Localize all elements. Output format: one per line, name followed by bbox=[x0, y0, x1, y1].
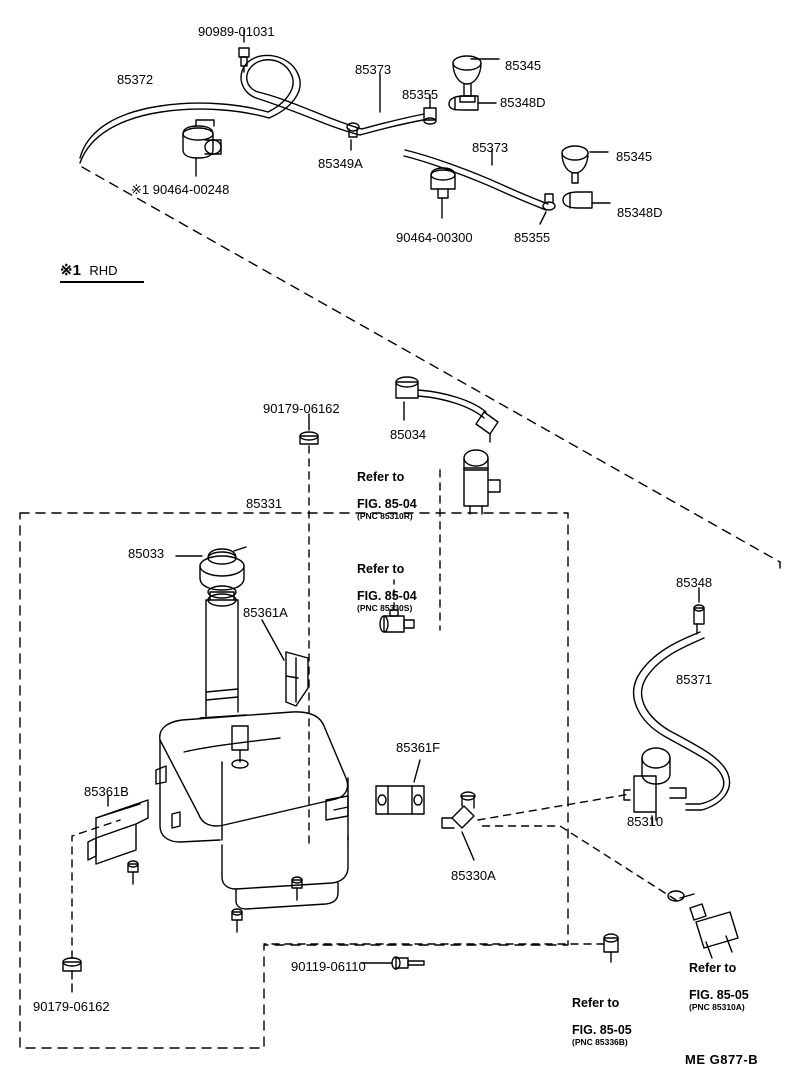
rhd-note bbox=[60, 262, 144, 283]
ref-line2: FIG. 85-04 bbox=[357, 496, 417, 511]
leader-85361F bbox=[414, 760, 420, 782]
label-85361F: 85361F bbox=[396, 740, 441, 755]
pump-85310 bbox=[624, 748, 686, 820]
ref-line2: FIG. 85-04 bbox=[357, 588, 417, 603]
label-85033: 85033 bbox=[128, 546, 165, 561]
label-90179-06162-top: 90179-06162 bbox=[263, 401, 340, 416]
reservoir-cap-85033 bbox=[200, 547, 246, 590]
leader-85361A bbox=[262, 620, 284, 660]
label-85348D-upper: 85348D bbox=[500, 95, 546, 110]
hose-85373-upper bbox=[360, 74, 424, 135]
label-85310: 85310 bbox=[627, 814, 664, 829]
ref-line2: FIG. 85-05 bbox=[572, 1022, 632, 1037]
ref-line1: Refer to bbox=[689, 960, 737, 975]
label-85348: 85348 bbox=[676, 575, 713, 590]
label-85331: 85331 bbox=[246, 496, 283, 511]
connector-85355-lower bbox=[543, 194, 555, 210]
label-85361A: 85361A bbox=[243, 605, 288, 620]
label-90464-00248: ※1 90464-00248 bbox=[131, 182, 230, 197]
label-90179-06162-bottom: 90179-06162 bbox=[33, 999, 110, 1014]
bolt-90119-06110 bbox=[392, 957, 424, 969]
grommet-85348 bbox=[694, 605, 704, 634]
screw-tank-lower-mid bbox=[232, 909, 242, 932]
leader-85355-lower bbox=[540, 212, 546, 224]
label-85361B: 85361B bbox=[84, 784, 129, 799]
label-85371: 85371 bbox=[676, 672, 713, 687]
label-90464-00300: 90464-00300 bbox=[396, 230, 473, 245]
grommet-90464-00248 bbox=[183, 120, 221, 158]
connector-85355-upper bbox=[424, 102, 436, 124]
label-85355-upper: 85355 bbox=[402, 87, 439, 102]
screw-tank-lower-left bbox=[128, 861, 138, 884]
ref-line1: Refer to bbox=[357, 561, 405, 576]
motor-85310R bbox=[464, 450, 500, 514]
label-90119-06110: 90119-06110 bbox=[291, 959, 366, 974]
ref-pnc: (PNC 85310A) bbox=[689, 1002, 745, 1012]
joint-85330A bbox=[442, 792, 475, 828]
nozzle-85345-lower bbox=[562, 146, 588, 183]
bracket-85361B bbox=[88, 800, 148, 864]
tank-outlet bbox=[232, 726, 248, 768]
clamp-90989-01031 bbox=[239, 48, 249, 72]
ref-pnc: (PNC 85310R) bbox=[357, 511, 413, 521]
label-85345-upper: 85345 bbox=[505, 58, 542, 73]
dashed-leader-85310A bbox=[478, 826, 676, 900]
grommet-85348D-lower bbox=[563, 192, 592, 208]
grommet-85348D-upper bbox=[449, 96, 478, 110]
clamp-90464-00300 bbox=[431, 168, 455, 198]
bracket-85361A bbox=[286, 652, 308, 706]
ref-line1: Refer to bbox=[357, 469, 405, 484]
rhd-label: RHD bbox=[89, 263, 118, 278]
nozzle-85345-upper bbox=[453, 56, 481, 102]
label-85345-lower: 85345 bbox=[616, 149, 653, 164]
reservoir-tank-85331 bbox=[156, 586, 348, 909]
ref-fig-85-05-85310A bbox=[689, 948, 749, 1026]
dashed-callout-frame bbox=[82, 167, 780, 568]
ref-pnc: (PNC 85336B) bbox=[572, 1037, 628, 1047]
label-85034: 85034 bbox=[390, 427, 427, 442]
label-85349A: 85349A bbox=[318, 156, 363, 171]
ref-fig-85-04-85330S bbox=[357, 549, 417, 627]
nut-90179-06162-top bbox=[300, 432, 318, 444]
hose-85373-lower bbox=[404, 150, 548, 210]
label-85373-lower: 85373 bbox=[472, 140, 509, 155]
ref-pnc: (PNC 85330S) bbox=[357, 603, 413, 613]
ref-line1: Refer to bbox=[572, 995, 620, 1010]
ref-fig-85-04-85310R bbox=[357, 457, 417, 535]
bracket-85361F bbox=[376, 786, 424, 814]
label-85348D-lower: 85348D bbox=[617, 205, 663, 220]
label-85355-lower: 85355 bbox=[514, 230, 551, 245]
label-85330A: 85330A bbox=[451, 868, 496, 883]
grommet-85336B bbox=[604, 934, 618, 962]
label-85373-upper: 85373 bbox=[355, 62, 392, 77]
rhd-marker: ※1 bbox=[60, 262, 81, 279]
figure-code: ME G877-B bbox=[685, 1052, 759, 1067]
ref-line2: FIG. 85-05 bbox=[689, 987, 749, 1002]
dashed-leader-85310-pump bbox=[478, 794, 630, 820]
label-85372: 85372 bbox=[117, 72, 154, 87]
ref-fig-85-05-85336B bbox=[572, 983, 632, 1061]
nut-90179-06162-bottom bbox=[63, 958, 81, 979]
screw-tank-bottom bbox=[292, 877, 302, 900]
hose-85371 bbox=[634, 632, 730, 810]
leader-85330A bbox=[462, 832, 474, 860]
label-90989-01031: 90989-01031 bbox=[198, 24, 275, 39]
